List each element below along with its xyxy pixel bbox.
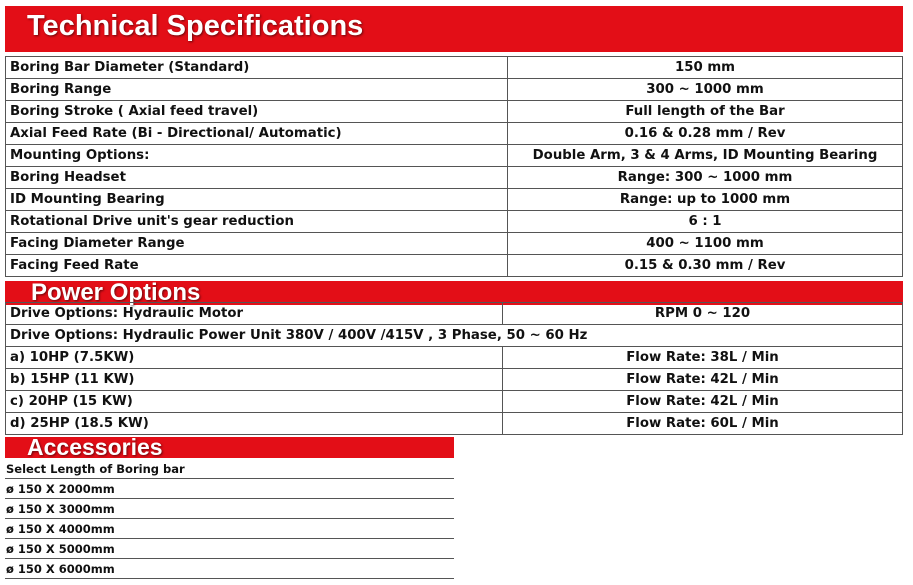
spec-label: Boring Bar Diameter (Standard) — [6, 57, 508, 79]
accessories-banner: Accessories — [5, 437, 454, 458]
power-unit-label: Drive Options: Hydraulic Power Unit 380V / 400V /415V , 3 Phase, 50 ~ 60 Hz — [6, 325, 903, 347]
list-item: ø 150 X 5000mm — [5, 539, 454, 559]
table-row — [6, 325, 903, 347]
technical-specifications-banner: Technical Specifications — [5, 6, 903, 52]
spec-label: Boring Range — [6, 79, 508, 101]
spec-label: Facing Feed Rate — [6, 255, 508, 277]
table-row — [6, 255, 903, 277]
spec-value: Full length of the Bar — [508, 101, 903, 123]
power-label: Drive Options: Hydraulic Motor — [6, 303, 503, 325]
power-options-banner: Power Options — [5, 281, 903, 305]
list-item: ø 150 X 3000mm — [5, 499, 454, 519]
power-label: c) 20HP (15 KW) — [6, 391, 503, 413]
spec-value: 6 : 1 — [508, 211, 903, 233]
table-row — [6, 347, 903, 369]
table-row — [6, 101, 903, 123]
table-row — [6, 167, 903, 189]
accessories-list — [5, 459, 454, 579]
spec-label: Axial Feed Rate (Bi - Directional/ Automatic) — [6, 123, 508, 145]
power-label: a) 10HP (7.5KW) — [6, 347, 503, 369]
accessories-heading: Select Length of Boring bar — [5, 459, 454, 479]
table-row — [6, 233, 903, 255]
list-item: ø 150 X 6000mm — [5, 559, 454, 579]
spec-label: Mounting Options: — [6, 145, 508, 167]
table-row — [6, 369, 903, 391]
spec-label: Rotational Drive unit's gear reduction — [6, 211, 508, 233]
spec-value: Range: 300 ~ 1000 mm — [508, 167, 903, 189]
table-row — [6, 391, 903, 413]
table-row — [6, 303, 903, 325]
power-value: RPM 0 ~ 120 — [503, 303, 903, 325]
spec-value: Double Arm, 3 & 4 Arms, ID Mounting Bearing — [508, 145, 903, 167]
spec-value: 0.15 & 0.30 mm / Rev — [508, 255, 903, 277]
table-row — [6, 145, 903, 167]
spec-label: Boring Headset — [6, 167, 508, 189]
table-row — [6, 211, 903, 233]
list-item: ø 150 X 4000mm — [5, 519, 454, 539]
spec-label: Facing Diameter Range — [6, 233, 508, 255]
spec-value: Range: up to 1000 mm — [508, 189, 903, 211]
table-row — [6, 57, 903, 79]
power-label: d) 25HP (18.5 KW) — [6, 413, 503, 435]
table-row — [6, 79, 903, 101]
technical-specifications-table — [5, 56, 903, 277]
list-item: ø 150 X 2000mm — [5, 479, 454, 499]
spec-value: 400 ~ 1100 mm — [508, 233, 903, 255]
spec-label: Boring Stroke ( Axial feed travel) — [6, 101, 508, 123]
spec-value: 0.16 & 0.28 mm / Rev — [508, 123, 903, 145]
table-row — [6, 189, 903, 211]
spec-value: 300 ~ 1000 mm — [508, 79, 903, 101]
power-value: Flow Rate: 60L / Min — [503, 413, 903, 435]
spec-label: ID Mounting Bearing — [6, 189, 508, 211]
power-value: Flow Rate: 42L / Min — [503, 391, 903, 413]
power-options-table — [5, 302, 903, 435]
spec-value: 150 mm — [508, 57, 903, 79]
power-label: b) 15HP (11 KW) — [6, 369, 503, 391]
table-row — [6, 413, 903, 435]
power-value: Flow Rate: 38L / Min — [503, 347, 903, 369]
table-row — [6, 123, 903, 145]
power-value: Flow Rate: 42L / Min — [503, 369, 903, 391]
